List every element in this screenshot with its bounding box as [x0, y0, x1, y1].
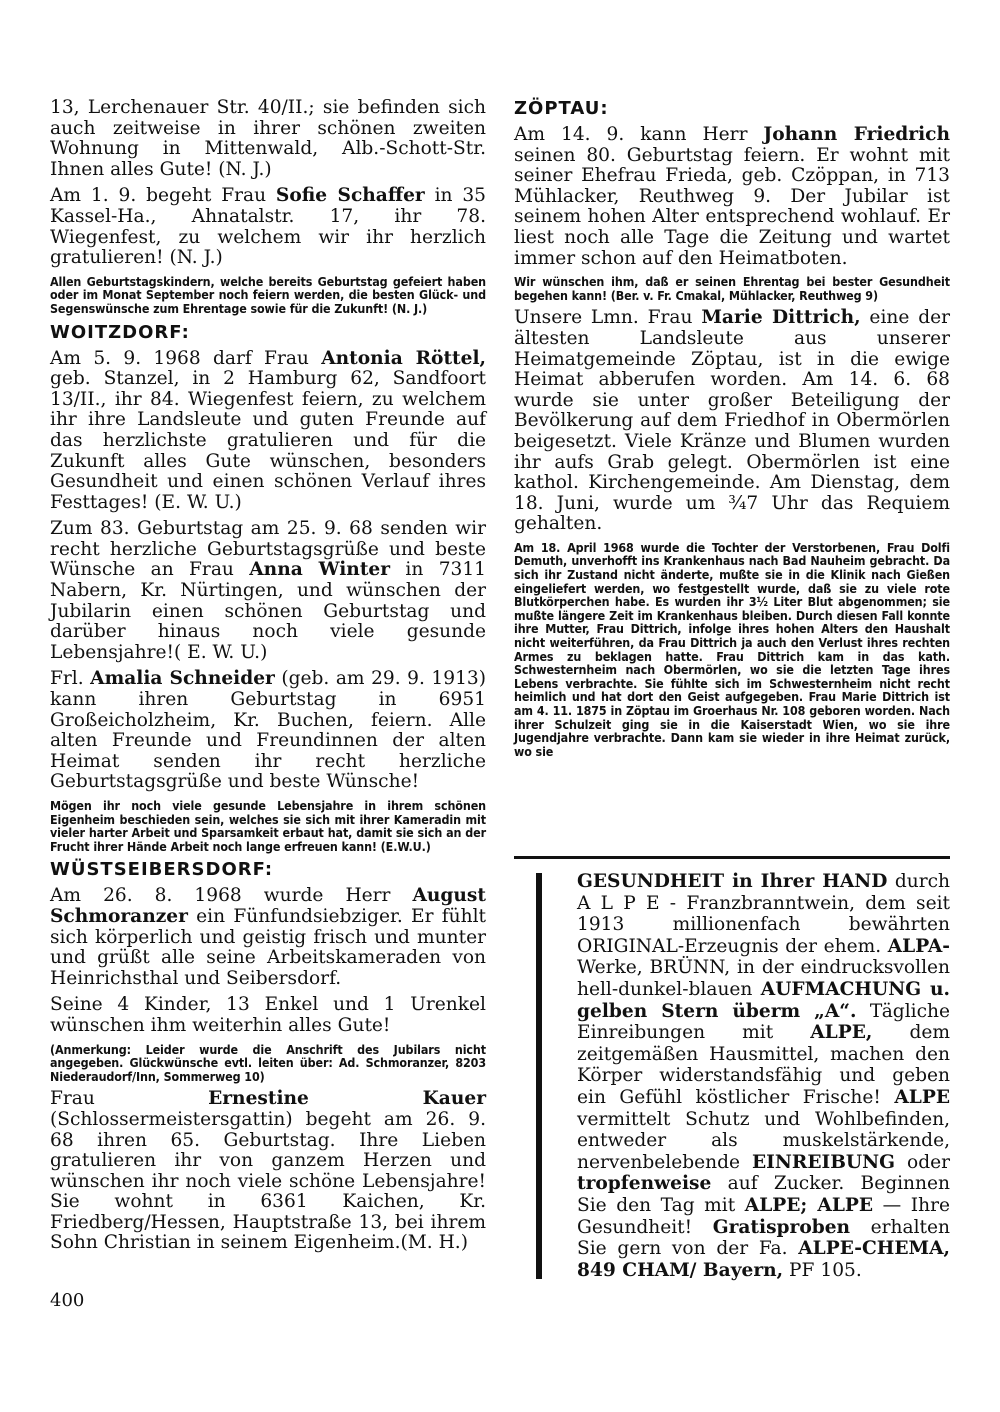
person-name: August Schmoranzer [50, 885, 486, 927]
person-name: Johann Friedrich [763, 124, 950, 145]
ad-emphasis: EINREIBUNG [752, 1151, 895, 1173]
birthday-notice-winter [50, 519, 486, 663]
right-column [514, 98, 950, 764]
ad-text: oder [895, 1151, 950, 1173]
person-name: Anna Winter [249, 559, 391, 581]
birthday-notice-schaffer [50, 186, 486, 268]
person-name: Ernestine Kauer [208, 1088, 486, 1110]
ad-text: Tägliche Einreibungen mit [577, 1000, 950, 1044]
birthday-notice-kauer [50, 1089, 486, 1254]
birthday-notice-schneider [50, 669, 486, 793]
ad-emphasis: ALPE-CHEMA, 849 CHAM/ Bayern, [577, 1238, 950, 1281]
text: Am 26. 8. 1968 wurde Herr [50, 885, 413, 907]
advertisement [577, 871, 950, 1281]
ad-emphasis: AUFMACHUNG u. gelben Stern überm „A“. [577, 978, 950, 1022]
text: Frl. [50, 668, 91, 690]
text: ein Fünfundsiebziger. Er fühlt sich körperlich und geistig frisch und munter und grüßt alle seine Arbeitskameraden von Heinrichsthal und Seibersdorf. [50, 905, 486, 989]
ad-emphasis: GESUNDHEIT in Ihrer HAND [577, 871, 888, 892]
small-print-note: Allen Geburtstagskindern, welche bereits Geburtstag gefeiert haben oder im Monat September noch feiern werden, die besten Glück- und Segenswünsche zum Ehrentage sowie für die Zukunft! (N. J.) [50, 273, 486, 316]
text: in 35 Kassel-Ha., Ahnatalstr. 17, ihr 78. Wiegenfest, zu welchem wir ihr herzlich gratulieren! (N. J.) [50, 185, 487, 269]
small-print-note: (Anmerkung: Leider wurde die Anschrift des Jubilars nicht angegeben. Glückwünsche evtl. leiten über: Ad. Schmoranzer, 8203 Niederaudorf/Inn, Sommerweg 10) [50, 1041, 486, 1084]
ad-emphasis: ALPE, [810, 1022, 873, 1044]
birthday-notice-friedrich [514, 125, 950, 269]
ad-text: auf Zucker. Beginnen Sie den Tag mit [577, 1173, 950, 1216]
left-column [50, 98, 486, 1260]
text: Zum 83. Geburtstag am 25. 9. 68 senden wir recht herzliche Geburtstagsgrüße und beste Wünsche an Frau [50, 518, 486, 581]
ad-text: Werke, BRÜNN, in der eindrucksvollen hell-dunkel-blauen [577, 957, 950, 1000]
ad-emphasis: Gratisproben [712, 1216, 851, 1238]
text: in 7311 Nabern, Kr. Nürtingen, und wünschen der Jubilarin einen schönen Geburtstag und darüber hinaus noch viele gesunde Lebensjahre!( E. W. U.) [50, 559, 487, 663]
text: seinen 80. Geburtstag feiern. Er wohnt mit seiner Ehefrau Frieda, geb. Czöppan, in 713 Mühlacker, Reuthweg 9. Der Jubilar ist seinem hohen Alter entsprechend wohlauf. Er liest noch alle Tage die Zeitung und wartet immer schon auf den Heimatboten. [514, 144, 950, 269]
section-heading-wustseibersdorf: WÜSTSEIBERSDORF: [50, 859, 274, 881]
text: Am 5. 9. 1968 darf Frau [50, 347, 322, 369]
birthday-notice-schmoranzer [50, 886, 486, 989]
person-name: Marie Dittrich, [701, 307, 861, 329]
advertisement-bar [536, 873, 542, 1279]
text: Am 14. 9. kann Herr [514, 124, 764, 145]
text: Am 1. 9. begeht Frau [50, 185, 276, 207]
divider-rule [514, 856, 950, 859]
ad-text: dem zeitgemäßen Hausmittel, machen den Körper widerstandsfähig und geben ein Gefühl köstlicher Frische! [577, 1022, 950, 1108]
small-print-note: Am 18. April 1968 wurde die Tochter der Verstorbenen, Frau Dolfi Demuth, unverhofft ins Krankenhaus nach Bad Nauheim gebracht. Da sich ihr Zustand nicht änderte, mußte sie in die Klinik nach Gießen eingeliefert werden, wo festgestellt wurde, daß sie zu viele rote Blutkörperchen habe. Es wurden ihr 3½ Liter Blut abgenommen; sie mußte längere Zeit im Krankenhaus bleiben. Durch diesen Fall konnte ihre Mutter, Frau Dittrich, infolge ihres hohen Alters den Haushalt nicht weiterführen, da Frau Dittrich ja auch den Verlust ihres rechten Armes zu beklagen hatte. Frau Dittrich kam in das kath. Schwesternheim nach Obermörlen, wo sie die letzten Tage ihres Lebens verbrachte. Sie fühlte sich im Schwesternheim nicht recht heimlich und hat dort den Geist aufgegeben. Frau Marie Dittrich ist am 4. 11. 1875 in Zöptau im Groerhaus Nr. 108 geboren worden. Nach ihrer Schulzeit ging sie in die Kaiserstadt Wien, wo sie ihre Jugendjahre verbrachte. Dann kam sie wieder in ihre Heimat zurück, wo sie [514, 539, 950, 759]
article-paragraph: Seine 4 Kinder, 13 Enkel und 1 Urenkel wünschen ihm weiterhin alles Gute! [50, 994, 486, 1036]
ad-text: erhalten Sie gern von der Fa. [577, 1216, 950, 1260]
small-print-note: Mögen ihr noch viele gesunde Lebensjahre in ihrem schönen Eigenheim beschieden sein, welches sie sich mit ihrer Kameradin mit vieler harter Arbeit und Sparsamkeit erbaut hat, damit sie sich an der Frucht ihrer Hände Arbeit noch lange erfreuen kann! (E.W.U.) [50, 798, 486, 854]
text: eine der ältesten Landsleute aus unserer Heimatgemeinde Zöptau, ist in die ewige Heimat abberufen worden. Am 14. 6. 68 wurde sie unter großer Beteiligung der Bevölkerung auf dem Friedhof in Obermörlen beigesetzt. Viele Kränze und Blumen wurden ihr aufs Grab gelegt. Obermörlen ist eine kathol. Kirchengemeinde. Am Dienstag, dem 18. Juni, wurde um ¾7 Uhr das Requiem gehalten. [514, 307, 950, 535]
ad-text: — Ihre Gesundheit! [577, 1194, 950, 1238]
advertisement-text [577, 871, 950, 1281]
section-heading-woitzdorf: WOITZDORF: [50, 321, 190, 343]
text: (geb. am 29. 9. 1913) kann ihren Geburtstag in 6951 Großeicholzheim, Kr. Buchen, feiern. Alle alten Freunde und Freundinnen der alten Heimat senden ihr recht herzliche Geburtstagsgrüße und beste Wünsche! [50, 668, 486, 793]
obituary-dittrich [514, 308, 950, 535]
text: Unsere Lmn. Frau [514, 307, 702, 329]
section-heading-zoptau: ZÖPTAU: [514, 98, 609, 119]
ad-emphasis: ALPE [894, 1086, 950, 1108]
ad-emphasis: ALPE; ALPE [744, 1194, 874, 1216]
text: (Schlossermeistersgattin) begeht am 26. 9. 68 ihren 65. Geburtstag. Ihre Lieben gratulieren ihr von ganzem Herzen und wünschen ihr noch viele schöne Lebensjahre! Sie wohnt in 6361 Kaichen, Kr. Friedberg/Hessen, Hauptstraße 13, bei ihrem Sohn Christian in seinem Eigenheim.(M. H.) [50, 1108, 486, 1254]
ad-text: durch A L P E - Franzbranntwein, dem seit 1913 millionenfach bewährten ORIGINAL-Erzeugnis der ehem. [577, 871, 950, 957]
text: geb. Stanzel, in 2 Hamburg 62, Sandfoort 13/II., ihr 84. Wiegenfest feiern, zu welchem ihr ihre Landsleute und guten Freunde auf das herzlichste gratulieren und für die Zukunft alles Gute wünschen, besonders Gesundheit und einen schönen Verlauf ihres Festtages! (E. W. U.) [50, 368, 486, 513]
ad-text: PF 105. [783, 1259, 862, 1281]
small-print-note: Wir wünschen ihm, daß er seinen Ehrentag bei bester Gesundheit begehen kann! (Ber. v. Fr. Cmakal, Mühlacker, Reuthweg 9) [514, 274, 950, 303]
ad-text: vermittelt Schutz und Wohlbefinden, entweder als muskelstärkende, nervenbelebende [577, 1108, 950, 1173]
text: Frau [50, 1088, 209, 1110]
person-name: Antonia Röttel, [321, 347, 486, 369]
birthday-notice-roettel [50, 349, 486, 514]
ad-emphasis: tropfenweise [577, 1173, 712, 1195]
page-number: 400 [50, 1290, 85, 1311]
ad-emphasis: ALPA- [887, 935, 950, 957]
person-name: Amalia Schneider [90, 668, 275, 690]
article-paragraph: 13, Lerchenauer Str. 40/II.; sie befinden sich auch zeitweise in ihrer schönen zweiten Wohnung in Mittenwald, Alb.-Schott-Str. Ihnen alles Gute! (N. J.) [50, 97, 486, 180]
person-name: Sofie Schaffer [275, 185, 425, 207]
